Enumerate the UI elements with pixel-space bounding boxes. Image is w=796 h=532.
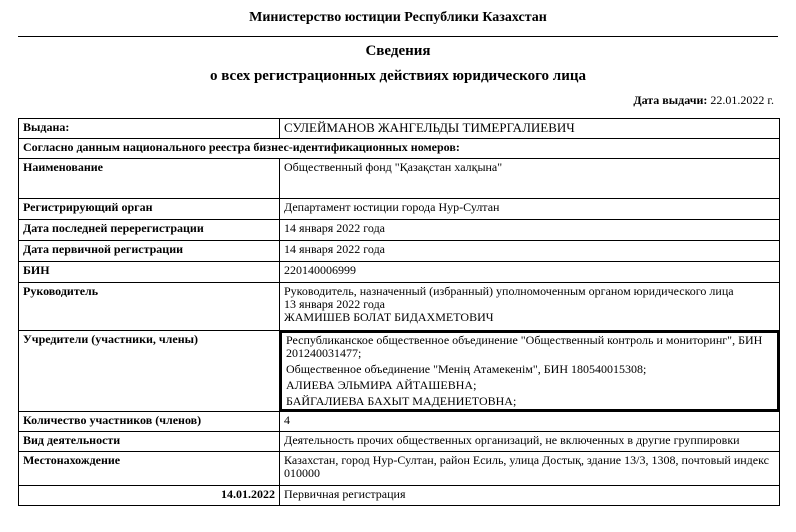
- list-item: БАЙГАЛИЕВА БАХЫТ МАДЕНИЕТОВНА;: [286, 394, 517, 408]
- list-item: Общественное объединение "Менің Атамекенім", БИН 180540015308;: [286, 362, 647, 376]
- location-value: Казахстан, город Нур-Султан, район Есиль, улица Достық, здание 13/3, 1308, почтовый индекс 010000: [280, 452, 780, 486]
- table-row: [19, 159, 780, 199]
- bin-value: 220140006999: [280, 262, 780, 283]
- list-item: АЛИЕВА ЭЛЬМИРА АЙТАШЕВНА;: [286, 378, 477, 392]
- first-reg-label: Дата первичной регистрации: [19, 241, 280, 262]
- table-row: [19, 486, 780, 506]
- table-row: [19, 139, 780, 159]
- table-row: [19, 432, 780, 452]
- ministry-title: Министерство юстиции Республики Казахстан: [249, 10, 547, 25]
- registry-note: Согласно данным национального реестра бизнес-идентификационных номеров:: [19, 139, 780, 159]
- bin-label: БИН: [19, 262, 280, 283]
- table-row: [19, 199, 780, 220]
- founders-list: [280, 331, 779, 411]
- authority-value: Департамент юстиции города Нур-Султан: [280, 199, 780, 220]
- last-rereg-label: Дата последней перерегистрации: [19, 220, 280, 241]
- issued-label: Выдана:: [19, 119, 280, 139]
- table-row: [19, 331, 780, 412]
- table-row: [19, 241, 780, 262]
- head-value: [280, 283, 780, 331]
- name-value: Общественный фонд "Қазақстан халқына": [280, 159, 780, 199]
- head-name: ЖАМИШЕВ БОЛАТ БИДАХМЕТОВИЧ: [284, 310, 494, 324]
- list-item: Республиканское общественное объединение "Общественный контроль и мониторинг", БИН 201240031477;: [286, 333, 763, 360]
- issue-date-value: 22.01.2022 г.: [710, 93, 774, 107]
- history-date: 14.01.2022: [19, 486, 280, 506]
- head-label: Руководитель: [19, 283, 280, 331]
- authority-label: Регистрирующий орган: [19, 199, 280, 220]
- history-action: Первичная регистрация: [280, 486, 780, 506]
- last-rereg-value: 14 января 2022 года: [280, 220, 780, 241]
- registration-info-table: [18, 118, 780, 506]
- issued-value: СУЛЕЙМАНОВ ЖАНГЕЛЬДЫ ТИМЕРГАЛИЕВИЧ: [280, 119, 780, 139]
- table-row: [19, 220, 780, 241]
- location-label: Местонахождение: [19, 452, 280, 486]
- founders-label: Учредители (участники, члены): [19, 331, 280, 412]
- table-row: [19, 283, 780, 331]
- members-count-value: 4: [280, 412, 780, 432]
- document-subtitle: о всех регистрационных действиях юридического лица: [209, 68, 586, 84]
- issue-date-label: Дата выдачи:: [633, 93, 708, 107]
- issue-date: [633, 93, 774, 108]
- table-row: [19, 119, 780, 139]
- members-count-label: Количество участников (членов): [19, 412, 280, 432]
- head-date: 13 января 2022 года: [284, 297, 386, 311]
- first-reg-value: 14 января 2022 года: [280, 241, 780, 262]
- activity-value: Деятельность прочих общественных организаций, не включенных в другие группировки: [280, 432, 780, 452]
- document-title: Сведения: [365, 43, 431, 59]
- table-row: [19, 412, 780, 432]
- name-label: Наименование: [19, 159, 280, 199]
- header-divider: [18, 36, 778, 37]
- table-row: [19, 262, 780, 283]
- head-position: Руководитель, назначенный (избранный) уполномоченным органом юридического лица: [284, 284, 734, 298]
- founders-value: [280, 331, 780, 412]
- activity-label: Вид деятельности: [19, 432, 280, 452]
- table-row: [19, 452, 780, 486]
